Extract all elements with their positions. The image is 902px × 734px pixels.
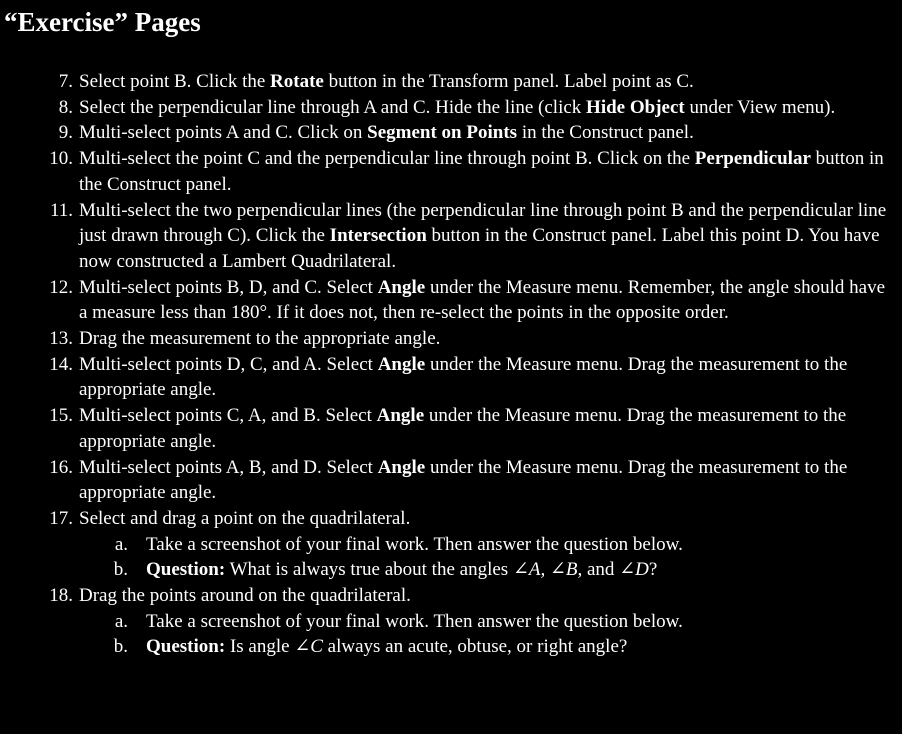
step-number: 11. (49, 199, 73, 221)
substep-letter: b. (113, 559, 128, 581)
question-label: Question: (146, 636, 226, 658)
steps-list (0, 69, 895, 660)
step-number: 15. (49, 405, 73, 427)
step-number: 16. (49, 456, 73, 478)
substep-letter: a. (114, 610, 128, 632)
angle-symbols: ∠A, ∠B, (512, 559, 583, 581)
angle-symbol: ∠D (619, 559, 649, 581)
step-number: 8. (58, 96, 73, 118)
substep-letter: a. (114, 533, 128, 555)
step-13: 13. Drag the measurement to the appropriate angle. (0, 326, 895, 352)
angle-term: Angle (377, 276, 426, 298)
step-14: 14. Multi-select points D, C, and A. Select Angle under the Measure menu. Drag the measurement to the appropriate angle. (0, 352, 895, 403)
hide-object-term: Hide Object (586, 96, 685, 118)
question-label: Question: (146, 559, 226, 581)
step-16: 16. Multi-select points A, B, and D. Select Angle under the Measure menu. Drag the measurement to the appropriate angle. (0, 455, 895, 506)
step-number: 9. (58, 122, 73, 144)
step-8: 8. Select the perpendicular line through A and C. Hide the line (click Hide Object under View menu). (0, 95, 895, 121)
substeps-list (79, 532, 895, 583)
step-number: 10. (49, 148, 73, 170)
step-number: 18. (49, 585, 73, 607)
step-9: 9. Multi-select points A and C. Click on Segment on Points in the Construct panel. (0, 120, 895, 146)
substep-18b: b. Question: Is angle ∠C always an acute, obtuse, or right angle? (0, 634, 895, 660)
step-12: 12. Multi-select points B, D, and C. Select Angle under the Measure menu. Remember, the angle should have a measure less than 180°. If it does not, then re-select the points in the opposite order. (0, 275, 895, 326)
step-17: 17. Select and drag a point on the quadrilateral. a. Take a screenshot of your final work. Then answer the question below. b. Question: What is always true about the angles ∠A, ∠B, and ∠D? (0, 506, 895, 583)
step-number: 13. (49, 328, 73, 350)
rotate-term: Rotate (270, 71, 324, 92)
angle-symbol: ∠C (294, 636, 323, 658)
step-15: 15. Multi-select points C, A, and B. Select Angle under the Measure menu. Drag the measurement to the appropriate angle. (0, 403, 895, 454)
intersection-term: Intersection (329, 225, 427, 247)
page-title: “Exercise” Pages (4, 7, 201, 37)
step-7: 7. Select point B. Click the Rotate button in the Transform panel. Label point as C. (0, 69, 895, 95)
angle-term: Angle (377, 353, 426, 375)
perpendicular-term: Perpendicular (694, 148, 811, 170)
step-number: 14. (49, 353, 73, 375)
step-number: 17. (49, 507, 73, 529)
substep-17b: b. Question: What is always true about the angles ∠A, ∠B, and ∠D? (0, 557, 895, 583)
angle-term: Angle (377, 456, 426, 478)
substep-18a: a. Take a screenshot of your final work. Then answer the question below. (0, 609, 895, 635)
step-number: 12. (49, 276, 73, 298)
step-number: 7. (58, 71, 73, 92)
step-18: 18. Drag the points around on the quadrilateral. a. Take a screenshot of your final work. Then answer the question below. b. Question: Is angle ∠C always an acute, obtuse, or right angle? (0, 583, 895, 660)
segment-on-points-term: Segment on Points (367, 122, 518, 144)
substep-17a: a. Take a screenshot of your final work. Then answer the question below. (0, 532, 895, 558)
substeps-list (79, 609, 895, 660)
step-11: 11. Multi-select the two perpendicular lines (the perpendicular line through point B and the perpendicular line just drawn through C). Click the Intersection button in the Construct panel. Label this point D. You have now constructed a Lambert Quadrilateral. (0, 198, 895, 275)
angle-term: Angle (376, 405, 425, 427)
substep-letter: b. (113, 636, 128, 658)
step-10: 10. Multi-select the point C and the perpendicular line through point B. Click on the Perpendicular button in the Construct panel. (0, 146, 895, 197)
